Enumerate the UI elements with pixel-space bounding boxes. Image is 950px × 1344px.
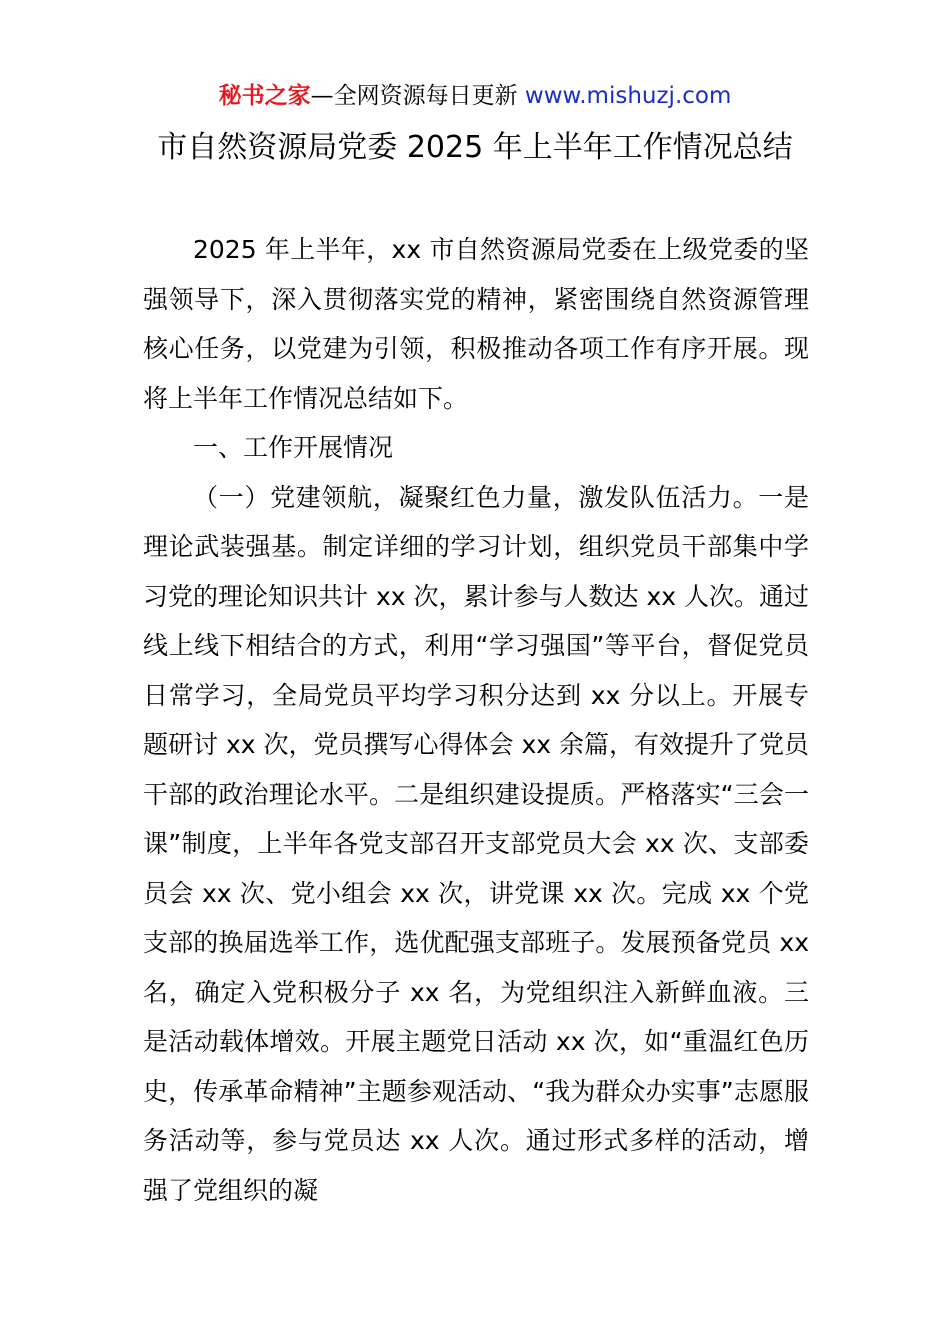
- document-body: [143, 225, 809, 1215]
- watermark-header: [0, 80, 950, 112]
- document-title: 市自然资源局党委 2025 年上半年工作情况总结: [157, 130, 793, 165]
- site-url: www.mishuzj.com: [524, 83, 732, 109]
- section-heading: 一、工作开展情况: [193, 433, 394, 462]
- intro-paragraph: 2025 年上半年，xx 市自然资源局党委在上级党委的坚强领导下，深入贯彻落实党的精神，紧密围绕自然资源管理核心任务，以党建为引领，积极推动各项工作有序开展。现将上半年工作情况总结如下。: [143, 235, 809, 413]
- body-paragraph: （一）党建领航，凝聚红色力量，激发队伍活力。一是理论武装强基。制定详细的学习计划，组织党员干部集中学习党的理论知识共计 xx 次，累计参与人数达 xx 人次。通过线上线下相结合的方式，利用“学习强国”等平台，督促党员日常学习，全局党员平均学习积分达到 xx 分以上。开展专题研讨 xx 次，党员撰写心得体会 xx 余篇，有效提升了党员干部的政治理论水平。二是组织建设提质。严格落实“三会一课”制度，上半年各党支部召开支部党员大会 xx 次、支部委员会 xx 次、党小组会 xx 次，讲党课 xx 次。完成 xx 个党支部的换届选举工作，选优配强支部班子。发展预备党员 xx 名，确定入党积极分子 xx 名，为党组织注入新鲜血液。三是活动载体增效。开展主题党日活动 xx 次，如“重温红色历史，传承革命精神”主题参观活动、“我为群众办实事”志愿服务活动等，参与党员达 xx 人次。通过形式多样的活动，增强了党组织的凝: [143, 482, 809, 1205]
- header-tagline: —全网资源每日更新: [310, 83, 525, 109]
- brand-name: 秘书之家: [218, 83, 311, 109]
